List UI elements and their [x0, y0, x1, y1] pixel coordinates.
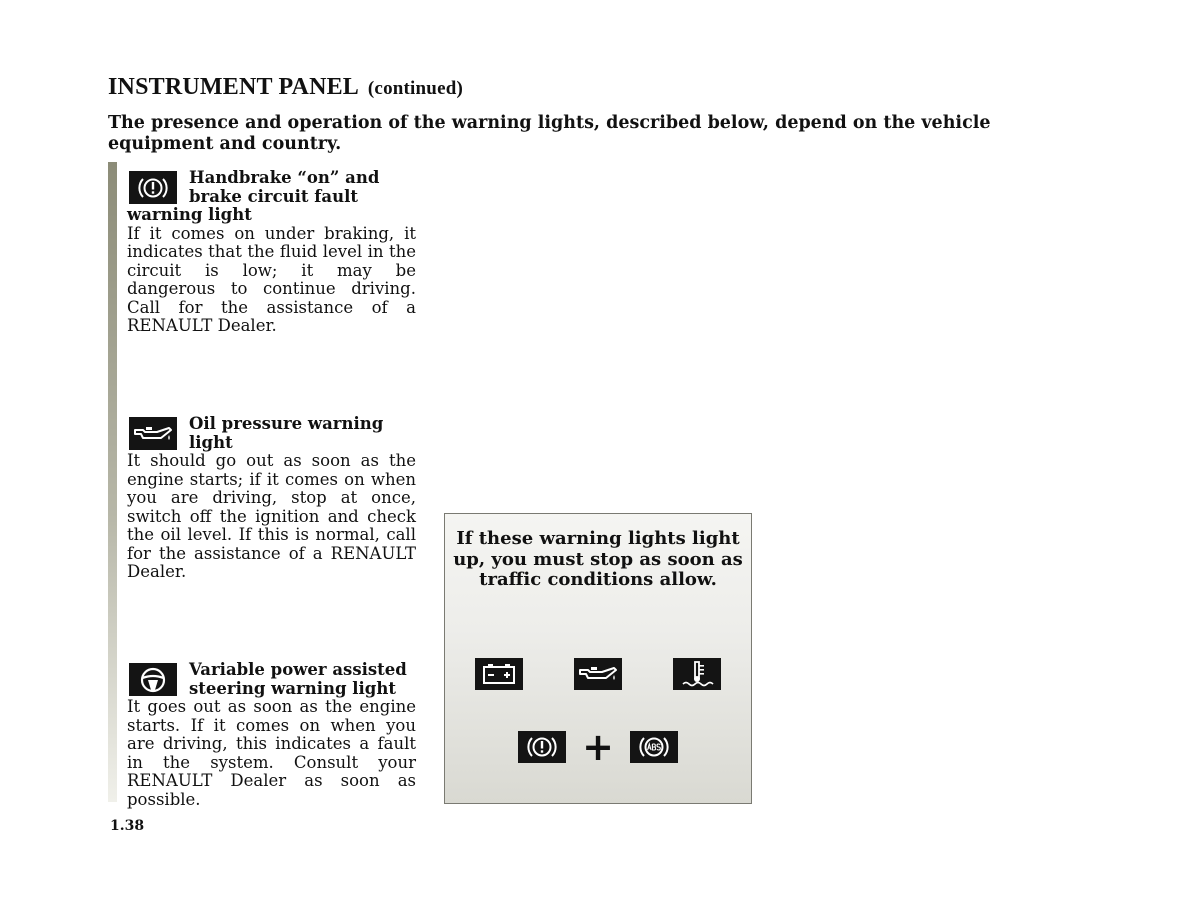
entry-handbrake	[127, 169, 416, 336]
coolant-temperature-icon	[673, 658, 721, 690]
page-title	[108, 74, 463, 101]
battery-icon	[475, 658, 523, 690]
handbrake-warning-icon	[129, 171, 177, 204]
entry-body: It goes out as soon as the engine starts. If it comes on when you are driving, this indicates a fault in the system. Consult your RENAULT Dealer as soon as possible.	[127, 697, 416, 809]
entry-heading: Handbrake “on” and brake circuit fault warning light	[127, 168, 380, 224]
entry-body: It should go out as soon as the engine starts; if it comes on when you are driving, stop at once, switch off the ignition and check the oil level. If this is normal, call for the assistance of a RENAULT Dealer.	[127, 451, 416, 581]
plus-sign: +	[582, 725, 614, 769]
entry-oil-pressure	[127, 415, 416, 582]
page-number: 1.38	[110, 818, 145, 834]
entry-body: If it comes on under braking, it indicates that the fluid level in the circuit is low; it may be dangerous to continue driving. Call for the assistance of a RENAULT Dealer.	[127, 223, 416, 335]
steering-wheel-icon	[129, 663, 177, 696]
entry-power-steering	[127, 661, 416, 809]
oil-pressure-icon	[129, 417, 177, 450]
title-continued: (continued)	[367, 78, 464, 99]
entry-heading: Variable power assisted steering warning light	[189, 660, 407, 698]
intro-text: The presence and operation of the warning lights, described below, depend on the vehicle equipment and country.	[108, 113, 991, 154]
title-main: INSTRUMENT PANEL	[108, 74, 358, 100]
brake-warning-icon	[518, 731, 566, 763]
oil-pressure-icon	[574, 658, 622, 690]
abs-warning-icon	[630, 731, 678, 763]
sidebar-bar	[108, 162, 117, 802]
stop-warning-text: If these warning lights light up, you must stop as soon as traffic conditions allow.	[453, 528, 743, 590]
entry-heading: Oil pressure warning light	[189, 414, 384, 452]
